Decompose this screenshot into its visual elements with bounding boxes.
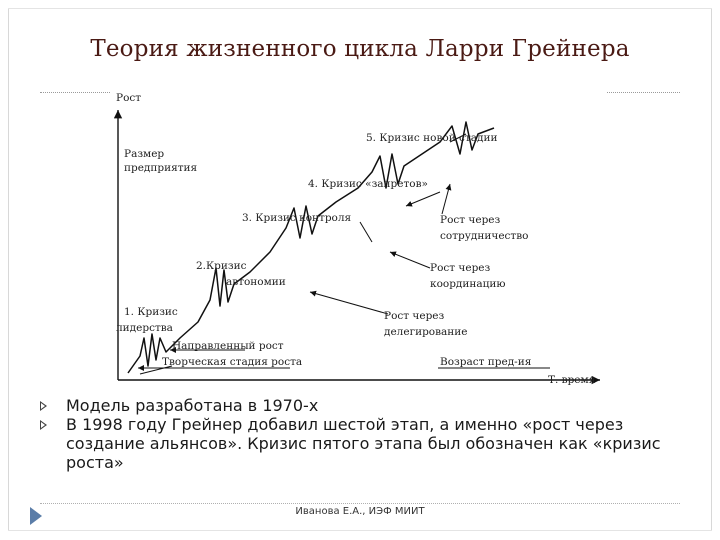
bullet-item: [40, 396, 690, 415]
growth-coop-label-2: сотрудничество: [440, 230, 529, 242]
frame-border-bottom: [8, 530, 712, 531]
crisis-4-label: 4. Кризис «запретов»: [308, 178, 428, 190]
greiner-diagram: [110, 88, 606, 388]
growth-coord-label-1: Рост через: [430, 262, 491, 274]
crisis3-arrow: [360, 222, 372, 242]
bullet-list: [40, 396, 690, 472]
frame-border-right: [711, 8, 712, 530]
x-axis-label: Т. время: [548, 374, 596, 386]
bullet-arrow-icon: [40, 420, 47, 430]
growth-coord-label-2: координацию: [430, 278, 506, 290]
footer-credit: Иванова Е.А., ИЭФ МИИТ: [295, 506, 425, 517]
bullet-item: [40, 415, 690, 472]
crisis-3-label: 3. Кризис контроля: [242, 212, 352, 224]
size-label-1: Размер: [124, 148, 165, 160]
crisis-2-label-b: автономии: [226, 276, 286, 288]
bullet-arrow-icon: [40, 401, 47, 411]
bullet-text: Модель разработана в 1970-х: [66, 396, 319, 415]
creative-stage-label: Творческая стадия роста: [162, 356, 303, 368]
size-label-2: предприятия: [124, 162, 198, 174]
frame-border-top: [8, 8, 712, 9]
growth-deleg-label-2: делегирование: [384, 326, 468, 338]
crisis-2-label-a: 2.Кризис: [196, 260, 247, 272]
y-axis-label: Рост: [116, 92, 142, 104]
deleg-arrow: [310, 292, 388, 314]
coord-arrow: [390, 252, 430, 268]
frame-border-left: [8, 8, 9, 530]
growth-deleg-label-1: Рост через: [384, 310, 445, 322]
org-age-label: Возраст пред-ия: [440, 356, 532, 368]
crisis4-arrow: [406, 192, 440, 206]
slide-title: Теория жизненного цикла Ларри Грейнера: [90, 36, 630, 62]
crisis-1-label-b: лидерства: [116, 322, 173, 334]
crisis-5-label: 5. Кризис новой стадии: [366, 132, 498, 144]
coop-arrow: [442, 184, 450, 214]
footer-divider: [40, 503, 680, 504]
bullet-text: В 1998 году Грейнер добавил шестой этап, а именно «рост через создание альянсов». Кризис пятого этапа был обозначен как «кризис роста»: [66, 415, 661, 472]
directed-growth-label: Направленный рост: [172, 340, 284, 352]
crisis-1-label-a: 1. Кризис: [124, 306, 178, 318]
growth-coop-label-1: Рост через: [440, 214, 501, 226]
